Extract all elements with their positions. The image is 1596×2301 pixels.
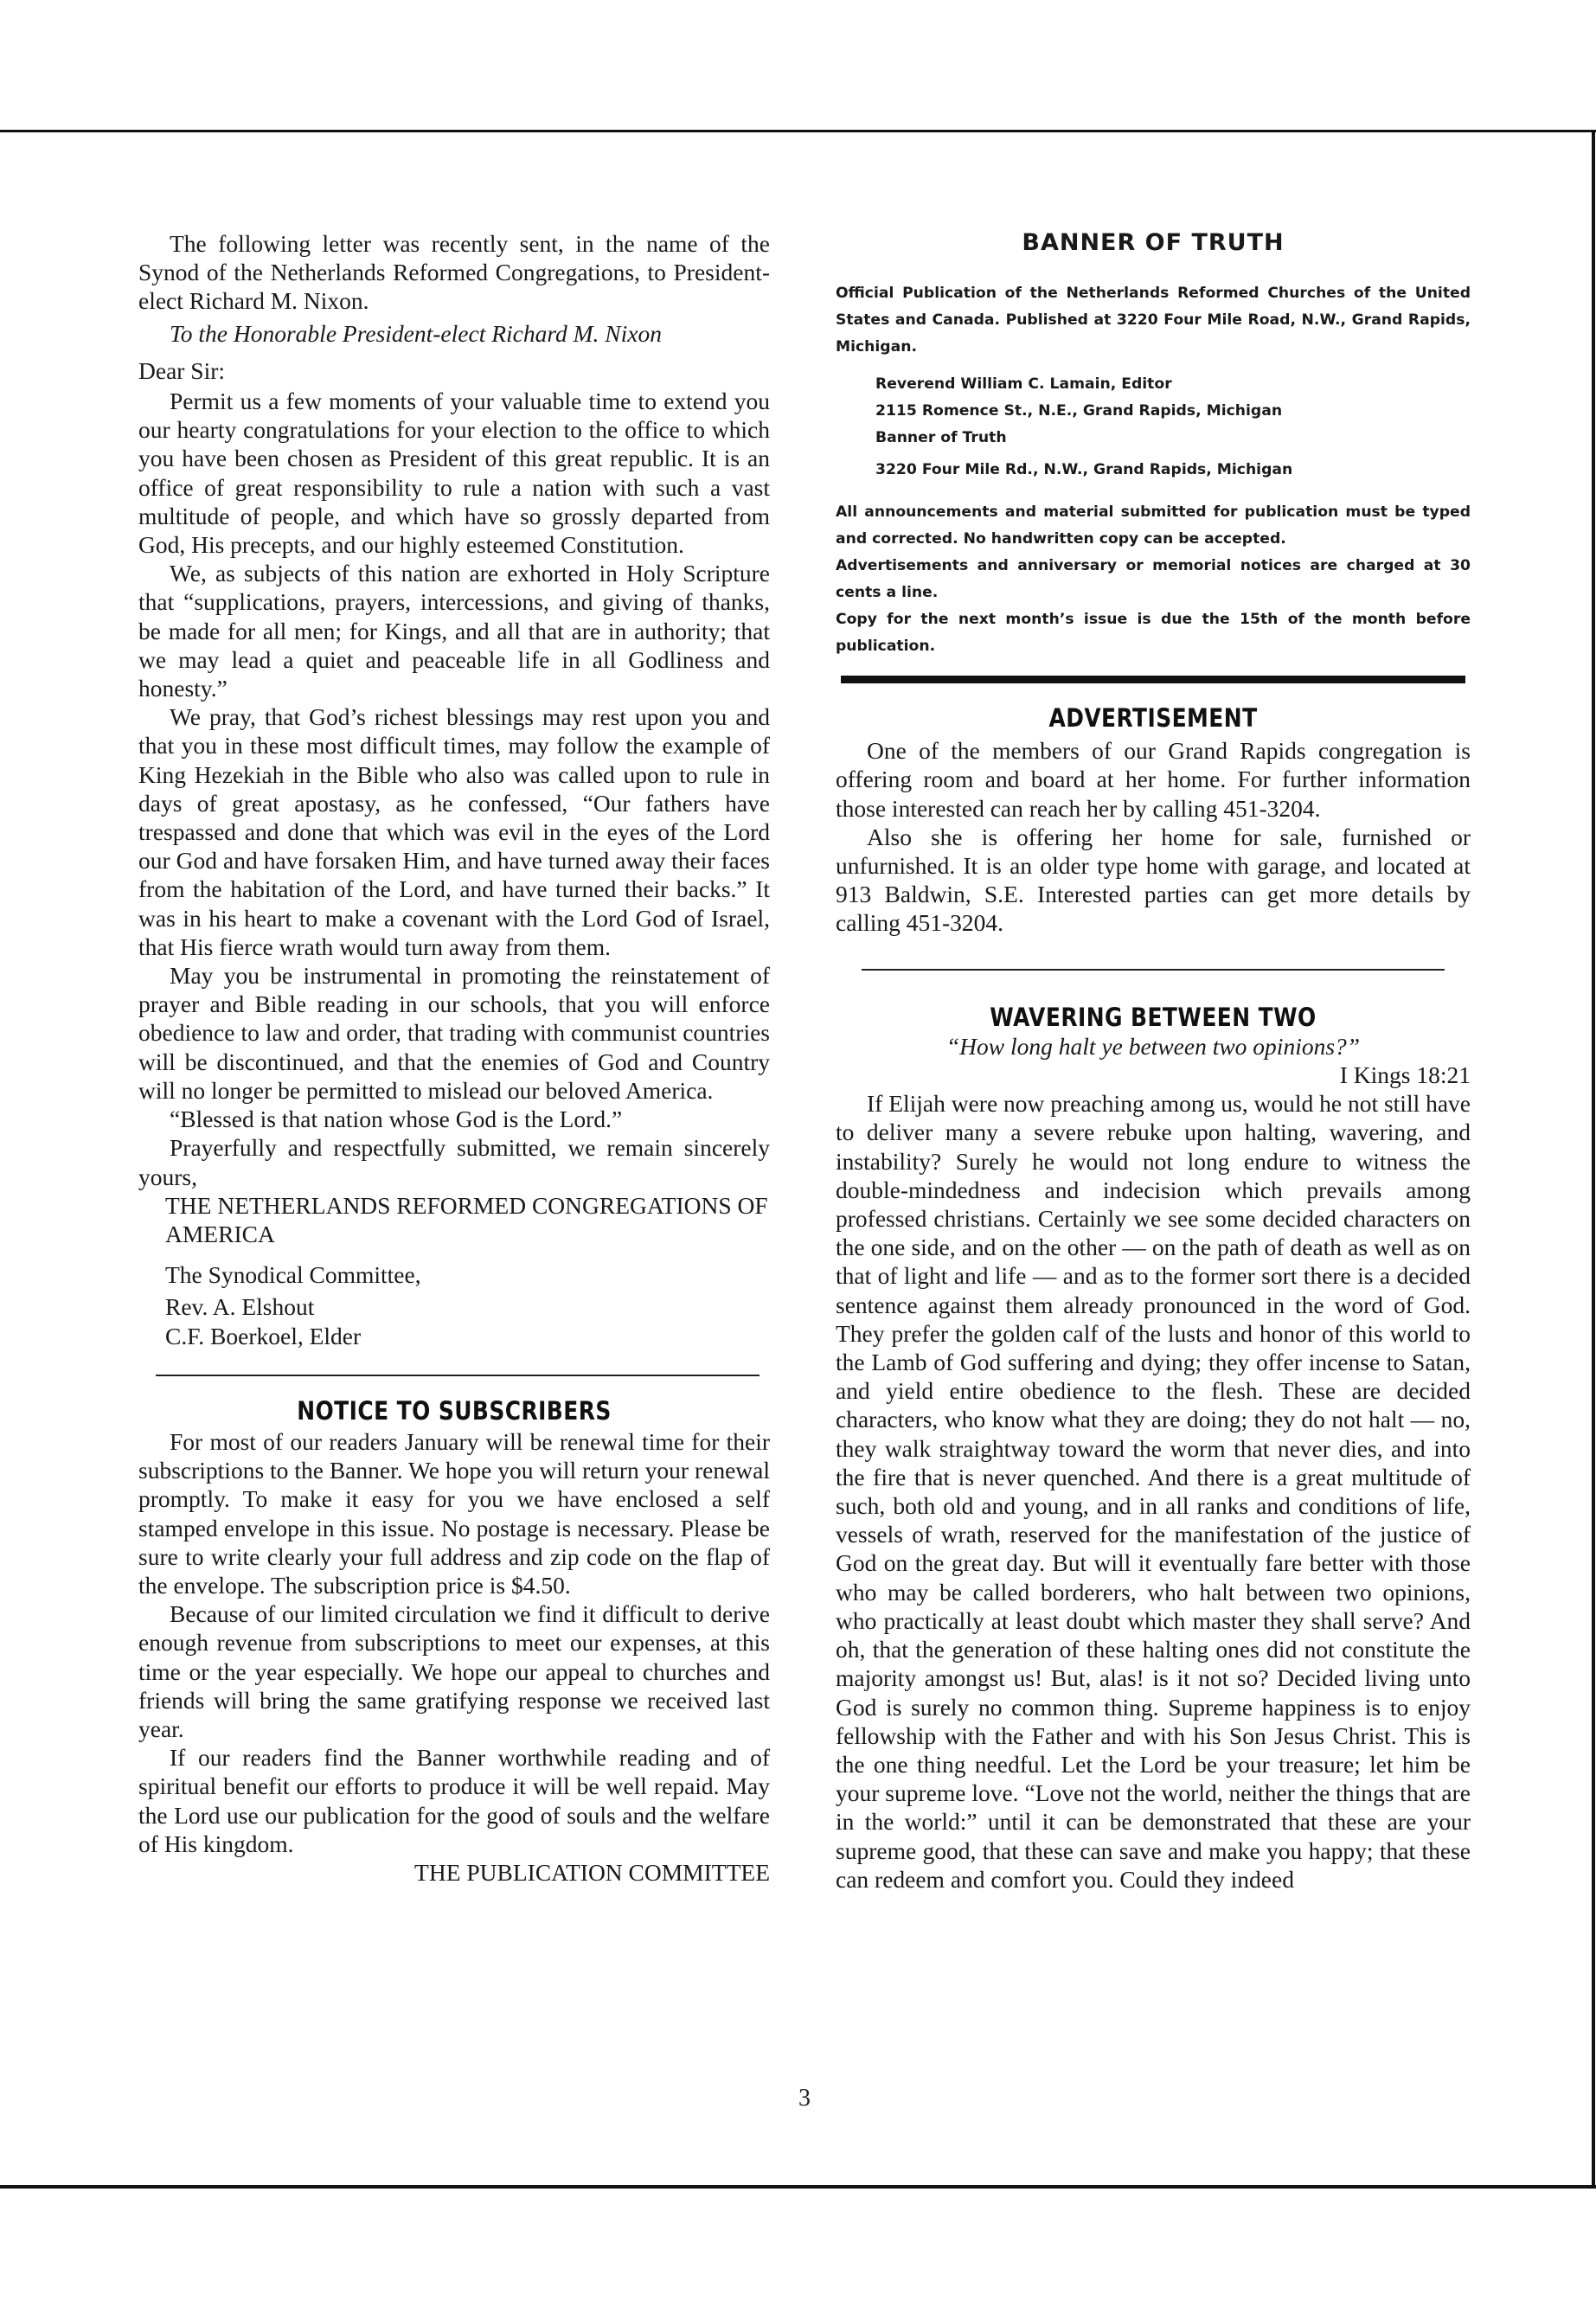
wavering-reference: I Kings 18:21 (1339, 1061, 1471, 1089)
notice-paragraph: For most of our readers January will be renewal time for their subscriptions to the Banner. We hope you will return your renewal promptly. To make it easy for you we have enclosed a self stamped envelope in this issue. No postage is necessary. Please be sure to write clearly your full address and zip code on the flap of the envelope. The subscription price is $4.50. (138, 1427, 770, 1599)
letter-paragraph: We pray, that God’s richest blessings may rest upon you and that you in these most difficult times, may follow the example of King Hezekiah in the Bible who also was called upon to rule in days of great apostasy, as he confessed, “Our fathers have trespassed and done that which was evil in the eyes of the Lord our God and have forsaken Him, and have turned away their faces from the habitation of the Lord, and have turned their backs.” It was in his heart to make a covenant with the Lord God of Israel, that His fierce wrath would turn away from them. (138, 703, 770, 960)
scan-border-bottom (0, 2185, 1596, 2189)
masthead-editor (836, 371, 1471, 484)
letter-intro: The following letter was recently sent, in the name of the Synod of the Netherlands Reformed Congregations, to President-elect Richard M. Nixon. (138, 230, 770, 315)
advertisement-paragraph: Also she is offering her home for sale, furnished or unfurnished. It is an older type home with garage, and located at 913 Baldwin, S.E. Interested parties can get more details by calling 451-3204. (836, 823, 1471, 937)
notice-heading: NOTICE TO SUBSCRIBERS (297, 1395, 612, 1426)
scan-border-top (0, 130, 1596, 132)
letter-quote: “Blessed is that nation whose God is the Lord.” (170, 1106, 623, 1133)
wavering-quote: “How long halt ye between two opinions?” (945, 1032, 1361, 1060)
scan-border-right (1592, 130, 1595, 2189)
magazine-page (138, 229, 1471, 2112)
letter-paragraph: We, as subjects of this nation are exhorted in Holy Scripture that “supplications, prayers, intercessions, and giving of thanks, be made for all men; for Kings, and all that are in authority; that we may lead a quiet and peaceable life in all Godliness and honesty.” (138, 560, 770, 702)
letter-committee: The Synodical Committee, (165, 1261, 421, 1289)
section-divider (156, 1375, 760, 1376)
masthead-official: Official Publication of the Netherlands Reformed Churches of the United States and Canada. Published at 3220 Four Mile Road, N.W., Grand Rapids, Michigan. (836, 285, 1471, 356)
letter-signer: Rev. A. Elshout (165, 1293, 315, 1321)
right-column (836, 229, 1471, 1894)
masthead (836, 229, 1471, 660)
wavering-paragraph: If Elijah were now preaching among us, would he not still have to deliver many a severe rebuke upon halting, wavering, and instability? Surely he would not long endure to witness the double-mindedness and indecision which prevails among professed christians. Certainly we see some decided characters on the one side, and on the other — on the path of death as well as on that of light and life — and as to the former sort there is a decided sentence against them already pronounced in the word of God. They prefer the golden calf of the lusts and honor of this world to the Lamb of God suffering and dying; they offer incense to Satan, and yield entire obedience to the flesh. These are decided characters, who know what they are doing; they do not halt — no, they walk straightway toward the worm that never dies, and into the fire that is never quenched. And there is a great multitude of such, both old and young, and in all ranks and conditions of life, vessels of wrath, reserved for the manifestation of the justice of God on the great day. But will it eventually fare better with those who may be called borderers, who halt between two opinions, who practically at least doubt which master they shall serve? And oh, that the generation of these halting ones did not constitute the majority amongst us! But, alas! is it not so? Decided living unto God is surely no common thing. Supreme happiness is to enjoy fellowship with the Father and with his Son Jesus Christ. This is the one thing needful. Let the Lord be your treasure; let him be your supreme love. “Love not the world, neither the things that are in the world:” until it can be demonstrated that these are your supreme good, that these can save and make you happy; that these can redeem and comfort you. Could they indeed (836, 1090, 1471, 1893)
masthead-note: Advertisements and anniversary or memorial notices are charged at 30 cents a line. (836, 557, 1471, 601)
left-column (138, 229, 770, 1887)
advertisement-heading: ADVERTISEMENT (1048, 703, 1258, 733)
letter-paragraph: May you be instrumental in promoting the reinstatement of prayer and Bible reading in our schools, that you will enforce obedience to law and order, that trading with communist countries will be discontinued, and that the enemies of God and Country will no longer be permitted to mislead our beloved America. (138, 962, 770, 1104)
masthead-note: Copy for the next month’s issue is due the 15th of the month before publication. (836, 611, 1471, 655)
advertisement-section (836, 704, 1471, 1894)
letter-salutation: Dear Sir: (138, 356, 226, 384)
letter-paragraph: Permit us a few moments of your valuable time to extend you our hearty congratulations for your election to the office to which you have been chosen as President of this great republic. It is an office of great responsibility to rule a nation with such a vast multitude of people, and which have so grossly departed from God, His precepts, and our highly esteemed Constitution. (138, 388, 770, 559)
letter-signer: C.F. Boerkoel, Elder (165, 1322, 362, 1349)
letter-addressee: To the Honorable President-elect Richard M. Nixon (170, 319, 663, 347)
masthead-note: All announcements and material submitted for publication must be typed and corrected. No handwritten copy can be accepted. (836, 503, 1471, 548)
wavering-heading: WAVERING BETWEEN TWO (990, 1002, 1317, 1032)
masthead-divider (841, 676, 1465, 683)
notice-signature: THE PUBLICATION COMMITTEE (414, 1858, 770, 1886)
advertisement-paragraph: One of the members of our Grand Rapids congregation is offering room and board at her home. For further information those interested can reach her by calling 451-3204. (836, 737, 1471, 822)
section-divider (862, 969, 1445, 971)
notice-paragraph: If our readers find the Banner worthwhile reading and of spiritual benefit our efforts to produce it will be well repaid. May the Lord use our publication for the good of souls and the welfare of His kingdom. (138, 1744, 770, 1857)
letter-org: THE NETHERLANDS REFORMED CONGREGATIONS OF AMERICA (165, 1191, 768, 1247)
masthead-editor-line: 2115 Romence St., N.E., Grand Rapids, Michigan (875, 402, 1283, 420)
page-number: 3 (798, 2085, 811, 2112)
letter-closing: Prayerfully and respectfully submitted, we remain sincerely yours, (138, 1134, 770, 1190)
notice-paragraph: Because of our limited circulation we find it difficult to derive enough revenue from subscriptions to meet our expenses, at this time or the year especially. We hope our appeal to churches and friends will bring the same gratifying response we received last year. (138, 1600, 770, 1742)
masthead-title: BANNER OF TRUTH (1022, 229, 1285, 256)
masthead-editor-line: 3220 Four Mile Rd., N.W., Grand Rapids, Michigan (875, 461, 1293, 478)
masthead-editor-line: Banner of Truth (875, 429, 1007, 446)
masthead-editor-line: Reverend William C. Lamain, Editor (875, 375, 1172, 393)
